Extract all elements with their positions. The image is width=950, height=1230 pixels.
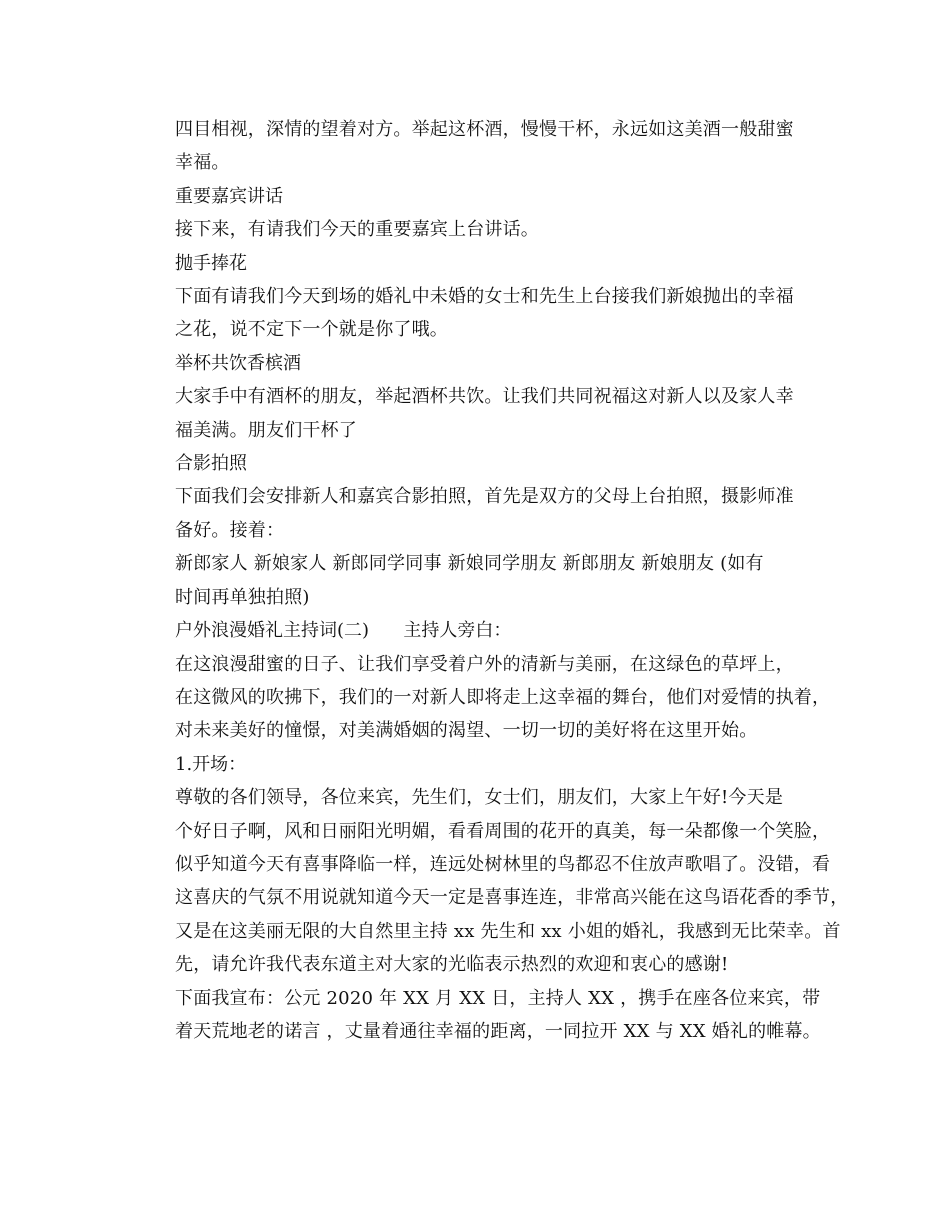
document-body	[138, 113, 849, 1048]
paragraph-line: 备好。接着：	[175, 519, 285, 541]
paragraph	[138, 982, 821, 1049]
paragraph-line: 新郎家人 新娘家人 新郎同学同事 新娘同学朋友 新郎朋友 新娘朋友 (如有	[175, 553, 764, 575]
paragraph-line: 之花，说不定下一个就是你了哦。	[175, 319, 448, 341]
paragraph-line: 着天荒地老的诺言 ，丈量着通往幸福的距离，一同拉开 XX 与 XX 婚礼的帷幕。	[175, 1020, 821, 1042]
section-heading: 户外浪漫婚礼主持词(二) 主持人旁白：	[175, 620, 512, 642]
section-heading: 合影拍照	[175, 453, 247, 475]
section-heading: 重要嘉宾讲话	[175, 185, 283, 207]
paragraph-line: 这喜庆的气氛不用说就知道今天一定是喜事连连，非常高兴能在这鸟语花香的季节，	[175, 887, 849, 909]
paragraph-line: 似乎知道今天有喜事降临一样，连远处树林里的鸟都忍不住放声歌唱了。没错，看	[175, 853, 831, 875]
paragraph-line: 在这浪漫甜蜜的日子、让我们享受着户外的清新与美丽，在这绿色的草坪上，	[175, 653, 794, 675]
paragraph-line: 下面有请我们今天到场的婚礼中未婚的女士和先生上台接我们新娘抛出的幸福	[175, 286, 794, 308]
section-heading: 抛手捧花	[175, 252, 247, 274]
paragraph	[138, 213, 818, 246]
paragraph-line: 下面我们会安排新人和嘉宾合影拍照，首先是双方的父母上台拍照，摄影师准	[175, 486, 794, 508]
paragraph-line: 先，请允许我代表东道主对大家的光临表示热烈的欢迎和衷心的感谢!	[175, 954, 729, 976]
paragraph-line: 对未来美好的憧憬，对美满婚姻的渴望、一切一切的美好将在这里开始。	[175, 720, 758, 742]
paragraph-line: 四目相视，深情的望着对方。举起这杯酒，慢慢干杯，永远如这美酒一般甜蜜	[175, 119, 794, 140]
paragraph-line: 接下来，有请我们今天的重要嘉宾上台讲话。	[175, 219, 539, 241]
paragraph	[138, 648, 831, 748]
paragraph-line: 尊敬的各们领导，各位来宾，先生们，女士们，朋友们，大家上午好!今天是	[175, 787, 784, 809]
paragraph-line: 在这微风的吹拂下，我们的一对新人即将走上这幸福的舞台，他们对爱情的执着，	[175, 686, 831, 708]
paragraph-line: 幸福。	[175, 152, 230, 174]
section-heading: 举杯共饮香槟酒	[175, 352, 301, 374]
paragraph	[138, 547, 818, 614]
paragraph-line: 时间再单独拍照)	[175, 586, 310, 608]
paragraph-line: 福美满。朋友们干杯了	[175, 419, 357, 441]
paragraph-line: 又是在这美丽无限的大自然里主持 xx 先生和 xx 小姐的婚礼，我感到无比荣幸。首	[175, 920, 841, 942]
section-heading: 1.开场：	[175, 753, 247, 775]
paragraph	[138, 480, 818, 547]
paragraph-line: 大家手中有酒杯的朋友，举起酒杯共饮。让我们共同祝福这对新人以及家人幸	[175, 386, 794, 408]
paragraph	[138, 781, 849, 981]
paragraph-line: 下面我宣布：公元 2020 年 XX 月 XX 日，主持人 XX ，携手在座各位来宾，带	[175, 987, 821, 1009]
paragraph-line: 个好日子啊，风和日丽阳光明媚，看看周围的花开的真美，每一朵都像一个笑脸，	[175, 820, 831, 842]
paragraph	[138, 380, 818, 447]
paragraph	[138, 280, 818, 347]
paragraph	[138, 113, 818, 180]
